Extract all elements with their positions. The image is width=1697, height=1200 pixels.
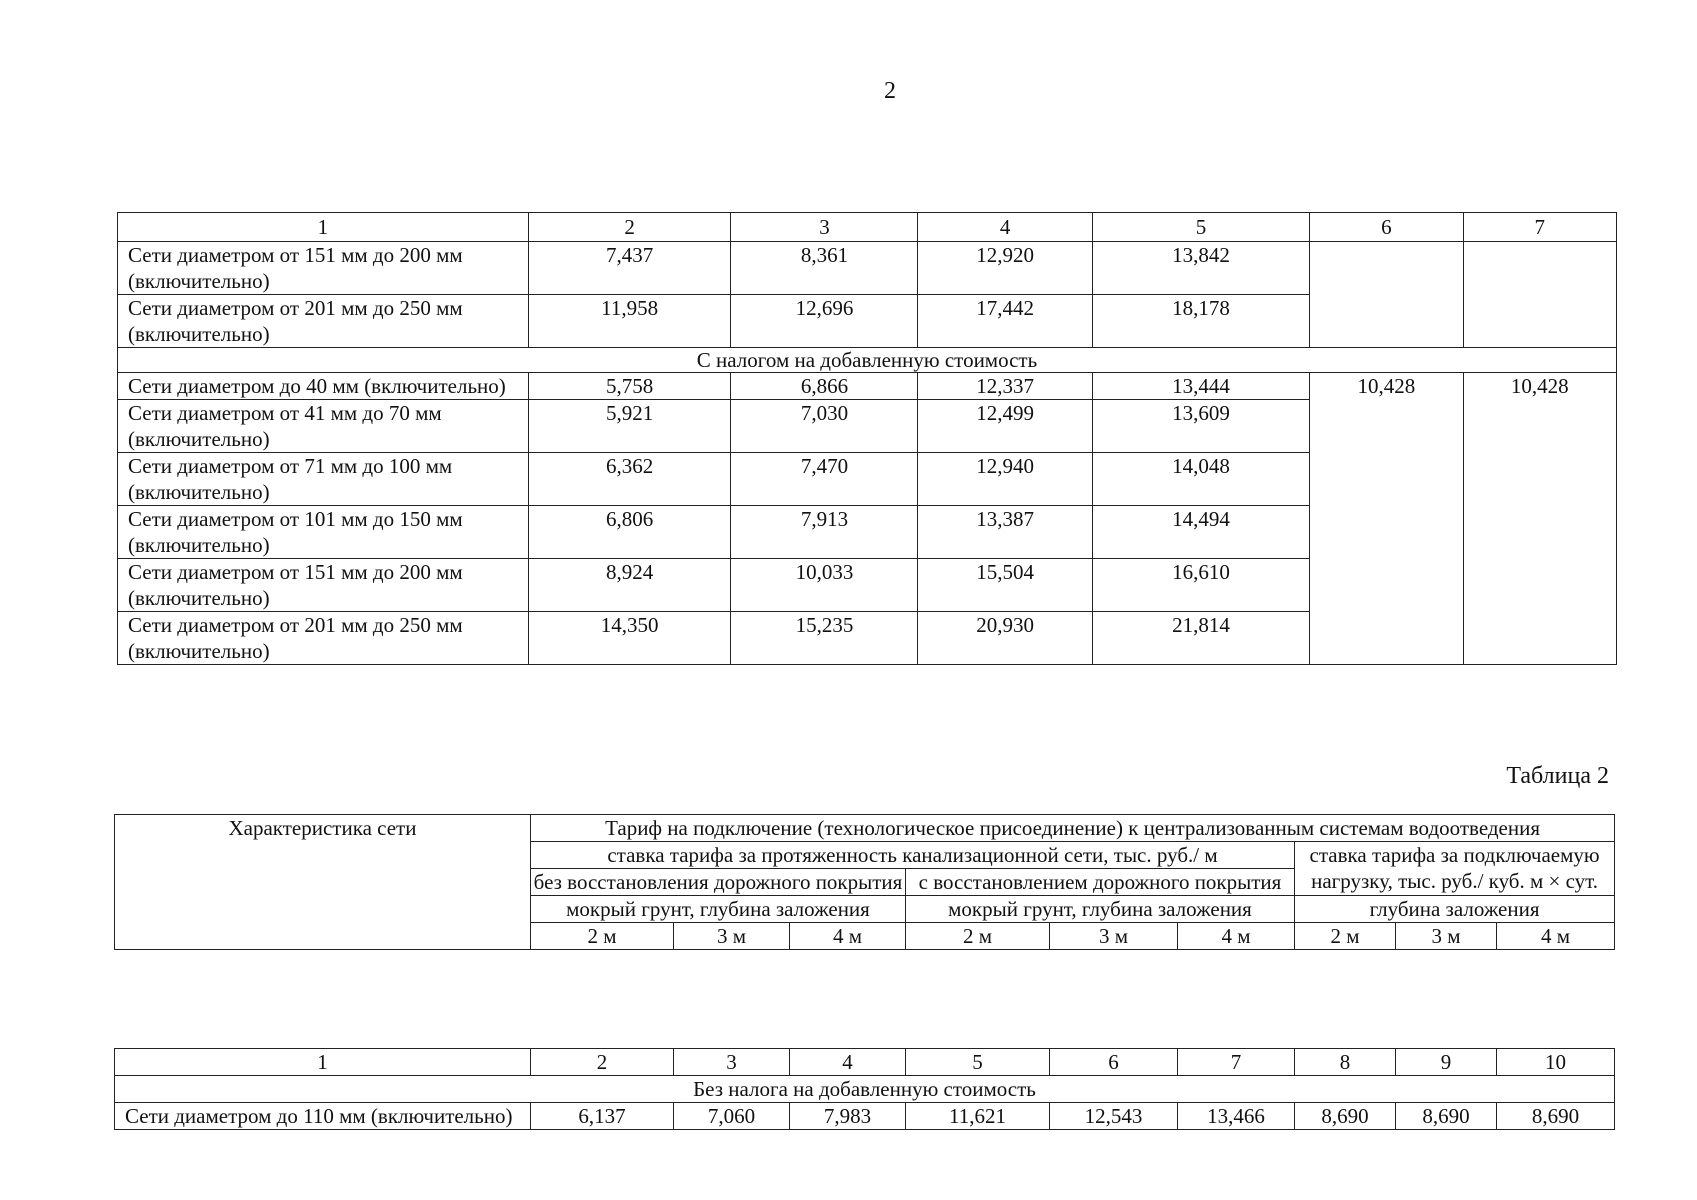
cell: 13,842 <box>1092 242 1309 295</box>
col-num: 2 <box>531 1049 674 1076</box>
row-label: Сети диаметром от 41 мм до 70 мм (включительно) <box>118 400 529 453</box>
cell: 12,337 <box>918 373 1092 400</box>
cell: 8,690 <box>1497 1103 1615 1130</box>
cell: 7,437 <box>528 242 731 295</box>
cell: 13,444 <box>1092 373 1309 400</box>
cell: 10,033 <box>731 559 918 612</box>
cell: 7,060 <box>674 1103 790 1130</box>
cell: 15,235 <box>731 612 918 665</box>
cell: 8,924 <box>528 559 731 612</box>
col-num: 7 <box>1463 213 1616 242</box>
with-restoration-header: с восстановлением дорожного покрытия <box>906 869 1295 896</box>
load-rate-header: ставка тарифа за подключаемую нагрузку, тыс. руб./ куб. м × сут. <box>1295 842 1615 896</box>
cell: 7,913 <box>731 506 918 559</box>
cell: 7,470 <box>731 453 918 506</box>
depth-cell: 4 м <box>1178 923 1295 950</box>
col-num: 4 <box>918 213 1092 242</box>
row-label: Сети диаметром от 201 мм до 250 мм (включительно) <box>118 612 529 665</box>
depth-cell: 2 м <box>531 923 674 950</box>
cell: 16,610 <box>1092 559 1309 612</box>
table-row <box>115 1103 1615 1130</box>
col-num: 4 <box>790 1049 906 1076</box>
empty-cell <box>1463 242 1616 348</box>
row-label: Сети диаметром до 110 мм (включительно) <box>115 1103 531 1130</box>
cell: 12,940 <box>918 453 1092 506</box>
cell: 8,690 <box>1295 1103 1396 1130</box>
tariff-table-continued <box>117 212 1617 665</box>
section-row <box>118 348 1617 373</box>
col-num: 6 <box>1050 1049 1178 1076</box>
depth-header: глубина заложения <box>1295 896 1615 923</box>
row-label: Сети диаметром до 40 мм (включительно) <box>118 373 529 400</box>
section-label: С налогом на добавленную стоимость <box>118 348 1617 373</box>
length-rate-header: ставка тарифа за протяженность канализационной сети, тыс. руб./ м <box>531 842 1295 869</box>
cell: 17,442 <box>918 295 1092 348</box>
column-number-row <box>115 1049 1615 1076</box>
col-num: 10 <box>1497 1049 1615 1076</box>
column-number-row <box>118 213 1617 242</box>
empty-cell <box>1310 242 1463 348</box>
cell: 6,806 <box>528 506 731 559</box>
wet-ground-depth-header: мокрый грунт, глубина заложения <box>531 896 906 923</box>
section-row <box>115 1076 1615 1103</box>
tariff-title-header: Тариф на подключение (технологическое присоединение) к централизованным системам водоотведения <box>531 815 1615 842</box>
cell: 8,690 <box>1396 1103 1497 1130</box>
load-rate-cell: 10,428 <box>1310 373 1463 665</box>
header-row <box>115 815 1615 842</box>
depth-cell: 4 м <box>790 923 906 950</box>
depth-cell: 2 м <box>1295 923 1396 950</box>
cell: 11,621 <box>906 1103 1050 1130</box>
depth-cell: 3 м <box>1050 923 1178 950</box>
cell: 15,504 <box>918 559 1092 612</box>
col-num: 9 <box>1396 1049 1497 1076</box>
depth-cell: 3 м <box>674 923 790 950</box>
col-num: 5 <box>906 1049 1050 1076</box>
depth-cell: 4 м <box>1497 923 1615 950</box>
col-num: 6 <box>1310 213 1463 242</box>
cell: 12,696 <box>731 295 918 348</box>
load-rate-cell: 10,428 <box>1463 373 1616 665</box>
col-num: 1 <box>115 1049 531 1076</box>
cell: 6,137 <box>531 1103 674 1130</box>
cell: 13,387 <box>918 506 1092 559</box>
col-num: 2 <box>528 213 731 242</box>
cell: 11,958 <box>528 295 731 348</box>
network-characteristic-header: Характеристика сети <box>115 815 531 950</box>
row-label: Сети диаметром от 151 мм до 200 мм (включительно) <box>118 242 529 295</box>
cell: 7,030 <box>731 400 918 453</box>
cell: 14,494 <box>1092 506 1309 559</box>
cell: 13,609 <box>1092 400 1309 453</box>
cell: 12,543 <box>1050 1103 1178 1130</box>
cell: 13,466 <box>1178 1103 1295 1130</box>
table-row <box>118 242 1617 295</box>
cell: 8,361 <box>731 242 918 295</box>
cell: 6,866 <box>731 373 918 400</box>
no-restoration-header: без восстановления дорожного покрытия <box>531 869 906 896</box>
cell: 20,930 <box>918 612 1092 665</box>
section-label: Без налога на добавленную стоимость <box>115 1076 1615 1103</box>
col-num: 8 <box>1295 1049 1396 1076</box>
page-number: 2 <box>884 78 896 104</box>
cell: 12,920 <box>918 242 1092 295</box>
depth-cell: 3 м <box>1396 923 1497 950</box>
cell: 12,499 <box>918 400 1092 453</box>
col-num: 1 <box>118 213 529 242</box>
cell: 14,350 <box>528 612 731 665</box>
cell: 14,048 <box>1092 453 1309 506</box>
cell: 5,921 <box>528 400 731 453</box>
col-num: 5 <box>1092 213 1309 242</box>
col-num: 7 <box>1178 1049 1295 1076</box>
tariff-table-2-header <box>114 814 1615 950</box>
cell: 5,758 <box>528 373 731 400</box>
row-label: Сети диаметром от 201 мм до 250 мм (включительно) <box>118 295 529 348</box>
table-label: Таблица 2 <box>1506 763 1609 789</box>
row-label: Сети диаметром от 71 мм до 100 мм (включительно) <box>118 453 529 506</box>
depth-cell: 2 м <box>906 923 1050 950</box>
row-label: Сети диаметром от 101 мм до 150 мм (включительно) <box>118 506 529 559</box>
wet-ground-depth-header: мокрый грунт, глубина заложения <box>906 896 1295 923</box>
col-num: 3 <box>731 213 918 242</box>
cell: 7,983 <box>790 1103 906 1130</box>
tariff-table-2-body <box>114 1048 1615 1130</box>
row-label: Сети диаметром от 151 мм до 200 мм (включительно) <box>118 559 529 612</box>
cell: 21,814 <box>1092 612 1309 665</box>
cell: 18,178 <box>1092 295 1309 348</box>
cell: 6,362 <box>528 453 731 506</box>
col-num: 3 <box>674 1049 790 1076</box>
table-row <box>118 373 1617 400</box>
